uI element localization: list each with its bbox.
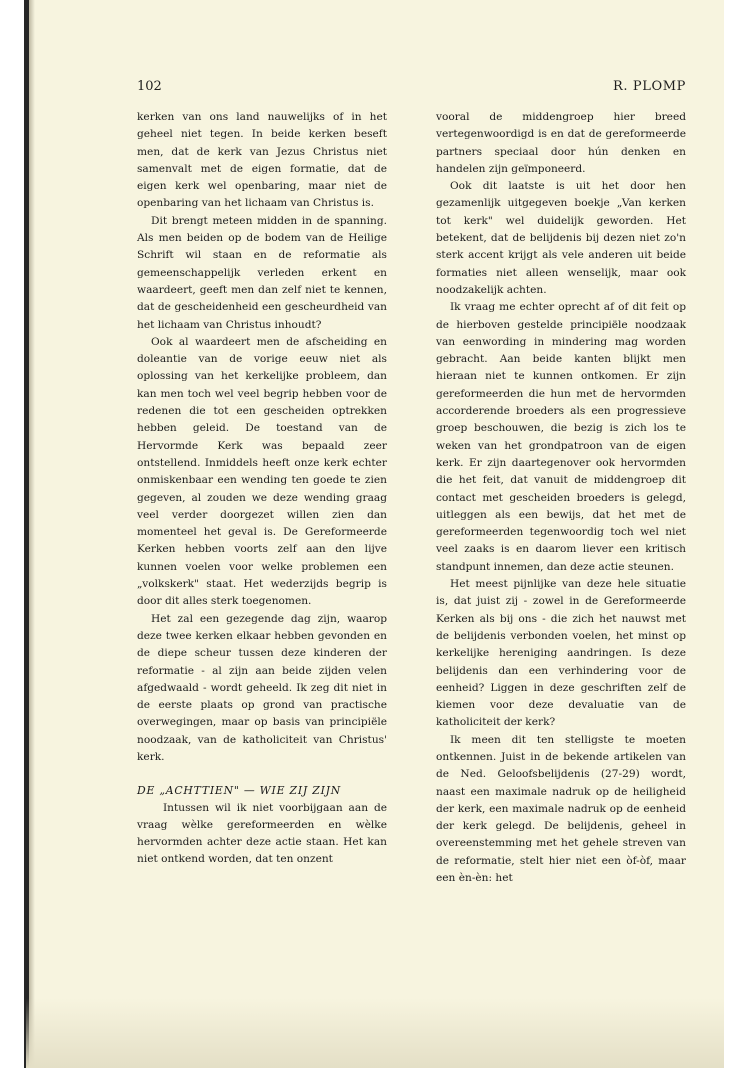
- paragraph: Het zal een gezegende dag zijn, waarop deze twee kerken elkaar hebben gevonden en de diepe scheur tussen deze kinderen der reformatie - al zijn aan beide zijden velen afgedwaald - wordt geheeld. Ik zeg dit niet in de eerste plaats op grond van practische overwegingen, maar op basis van principiële noodzaak, van de katholiciteit van Christus' kerk.: [137, 612, 387, 763]
- page-bottom-shade: [26, 998, 724, 1068]
- paragraph: Het meest pijnlijke van deze hele situatie is, dat juist zij - zowel in de Gereformeerde Kerken als bij ons - die zich het nauwst met de belijdenis verbonden voelen, het minst op kerkelijke hereniging aandringen. Is deze belijdenis dan een verhindering voor de eenheid? Liggen in deze geschriften zelf de kiemen voor deze devaluatie van de katholiciteit der kerk?: [436, 578, 686, 729]
- scan-margin-right: [724, 0, 738, 1068]
- paragraph: Dit brengt meteen midden in de spanning. Als men beiden op de bodem van de Heilige Schrift wil staan en de reformatie als gemeenschappelijk verleden erkent en waardeert, geeft men dan zelf niet te kennen, dat de gescheidenheid een gescheurdheid van het lichaam van Christus inhoudt?: [137, 214, 387, 331]
- paragraph: vooral de middengroep hier breed vertegenwoordigd is en dat de gereformeerde partners speciaal door hún denken en handelen zijn geïmponeerd.: [436, 111, 686, 175]
- paragraph: Ook al waardeert men de afscheiding en doleantie van de vorige eeuw niet als oplossing van het kerkelijke probleem, dan kan men toch wel veel begrip hebben voor de redenen die tot een gescheiden optrekken hebben geleid. De toestand van de Hervormde Kerk was bepaald zeer ontstellend. Inmiddels heeft onze kerk echter onmiskenbaar een wending ten goede te zien gegeven, al zouden we deze wending graag veel verder doorgezet willen zien dan momenteel het geval is. De Gereformeerde Kerken hebben voorts zelf aan den lijve kunnen voelen voor welke problemen een „volkskerk" staat. Het wederzijds begrip is door dit alles sterk toegenomen.: [137, 335, 387, 608]
- scan-margin-left: [0, 0, 26, 1068]
- spine-gradient: [29, 0, 35, 1068]
- section-heading: DE „ACHTTIEN" — WIE ZIJ ZIJN: [137, 784, 342, 798]
- page-number: 102: [137, 79, 162, 94]
- paragraph: Ook dit laatste is uit het door hen gezamenlijk uitgegeven boekje „Van kerken tot kerk" wel duidelijk geworden. Het betekent, dat de belijdenis bij dezen niet zo'n sterk accent krijgt als vele anderen uit beide formaties niet alleen wenselijk, maar ook noodzakelijk achten.: [436, 180, 686, 296]
- paragraph: Ik meen dit ten stelligste te moeten ontkennen. Juist in de bekende artikelen van de Ned. Geloofsbelijdenis (27-29) wordt, naast een maximale nadruk op de heiligheid der kerk, een maximale nadruk op de eenheid der kerk gelegd. De belijdenis, geheel in overeenstemming met het gehele streven van de reformatie, stelt hier niet een òf-òf, maar een èn-èn: het: [436, 733, 686, 885]
- paragraph: kerken van ons land nauwelijks of in het geheel niet tegen. In beide kerken beseft men, dat de kerk van Jezus Christus niet samenvalt met de eigen formatie, dat de eigen kerk wel openbaring, maar niet de openbaring van het lichaam van Christus is.: [137, 111, 387, 210]
- paragraph: Intussen wil ik niet voorbijgaan aan de vraag wèlke gereformeerden en wèlke hervormden achter deze actie staan. Het kan niet ontkend worden, dat ten onzent: [137, 801, 387, 866]
- left-column: [137, 109, 387, 869]
- running-head-author: R. PLOMP: [613, 79, 686, 94]
- paragraph: Ik vraag me echter oprecht af of dit feit op de hierboven gestelde principiële noodzaak van eenwording in mindering mag worden gebracht. Aan beide kanten blijkt men hieraan niet te kunnen ontkomen. Er zijn gereformeerden die hun met de hervormden accorderende broeders als een progressieve groep beschouwen, die bezig is zich los te weken van het grondpatroon van de eigen kerk. Er zijn daartegenover ook hervormden die het feit, dat vanuit de middengroep dit contact met gescheiden broeders is gelegd, uitleggen als een bewijs, dat het met de gereformeerden tegenwoordig toch wel niet veel zaaks is en daarom liever een kritisch standpunt innemen, dan deze actie steunen.: [436, 301, 686, 573]
- right-column: [436, 109, 686, 887]
